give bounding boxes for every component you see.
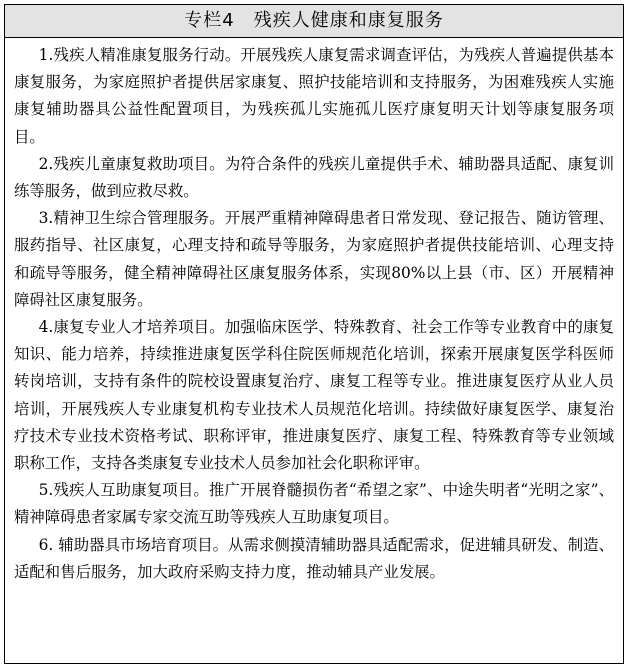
box-title: 专栏4 残疾人健康和康复服务 (5, 5, 623, 38)
item-paragraph-5: 5.残疾人互助康复项目。推广开展脊髓损伤者“希望之家”、中途失明者“光明之家”、精神障碍患者家属专家交流互助等残疾人互助康复项目。 (14, 481, 614, 527)
item-paragraph-2: 2.残疾儿童康复救助项目。为符合条件的残疾儿童提供手术、辅助器具适配、康复训练等服务，做到应救尽救。 (14, 154, 614, 201)
feature-box (4, 4, 624, 664)
item-paragraph-4: 4.康复专业人才培养项目。加强临床医学、特殊教育、社会工作等专业教育中的康复知识、能力培养，持续推进康复医学科住院医师规范化培训，探索开展康复医学科医师转岗培训，支持有条件的院校设置康复治疗、康复工程等专业。推进康复医疗从业人员培训，开展残疾人专业康复机构专业技术人员规范化培训。持续做好康复医学、康复治疗技术专业技术资格考试、职称评审，推进康复医疗、康复工程、特殊教育等专业领域职称工作，支持各类康复专业技术人员参加社会化职称评审。 (14, 318, 614, 473)
item-paragraph-3: 3.精神卫生综合管理服务。开展严重精神障碍患者日常发现、登记报告、随访管理、服药指导、社区康复，心理支持和疏导等服务，为家庭照护者提供技能培训、心理支持和疏导等服务，健全精神障碍社区康复服务体系，实现80%以上县（市、区）开展精神障碍社区康复服务。 (14, 209, 614, 309)
item-paragraph-6: 6. 辅助器具市场培育项目。从需求侧摸清辅助器具适配需求，促进辅具研发、制造、适配和售后服务，加大政府采购支持力度，推动辅具产业发展。 (14, 535, 614, 581)
box-body (5, 38, 623, 586)
item-paragraph-1: 1.残疾人精准康复服务行动。开展残疾人康复需求调查评估，为残疾人普遍提供基本康复服务，为家庭照护者提供居家康复、照护技能培训和支持服务，为困难残疾人实施康复辅助器具公益性配置项目，为残疾孤儿实施孤儿医疗康复明天计划等康复服务项目。 (14, 46, 614, 146)
